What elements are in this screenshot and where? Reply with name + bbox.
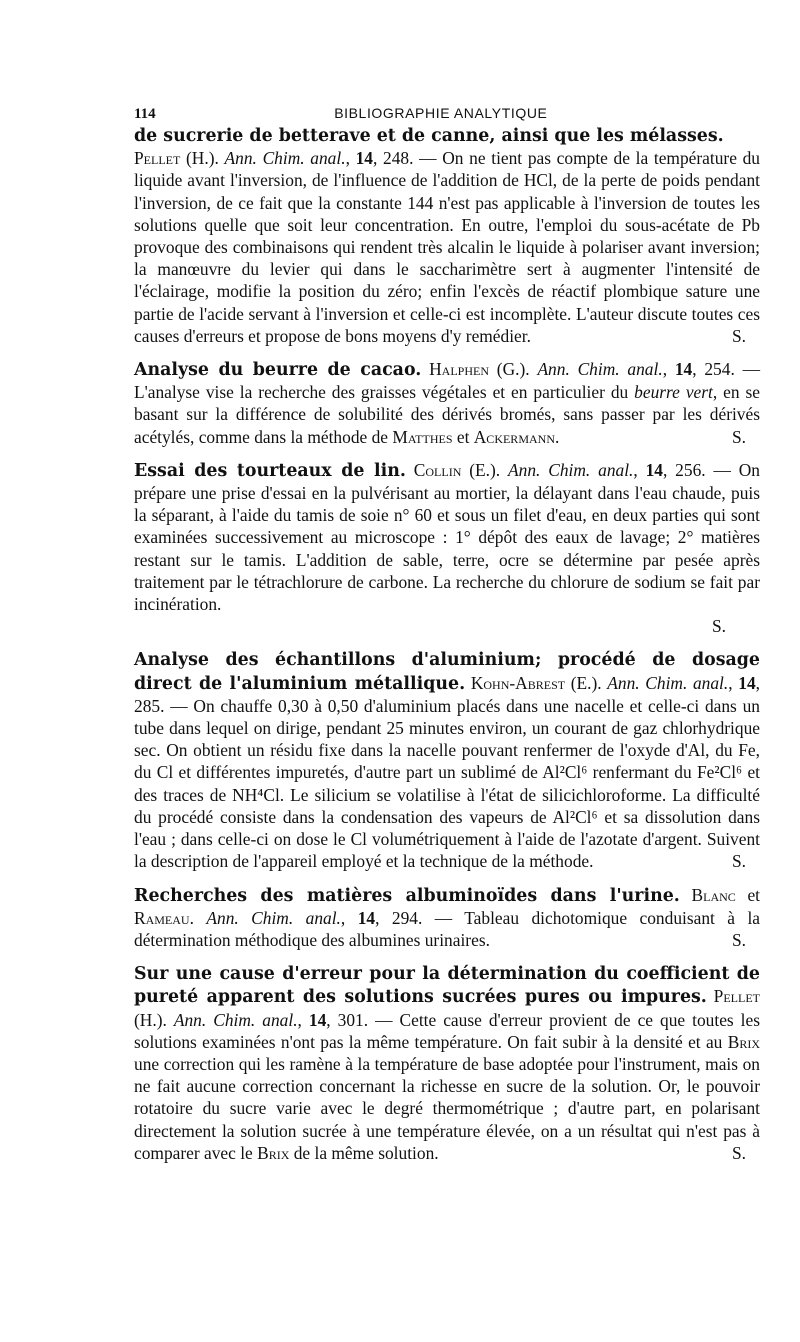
journal-volume: 14 [308,1009,327,1030]
entry-body: — On chauffe 0,30 à 0,50 d'aluminium placés dans une nacelle et celle-ci dans un tube dans lequel on dirige, pendant 25 minutes environ, un courant de gaz chlorhydrique sec. On obtient un résidu fixe dans la nacelle pouvant renfermer de l'oxyde d'Al, du Fe, du Cl et différentes impuretés, d'autre part un sublimé de Al²Cl⁶ renfermant du Fe²Cl⁶ et des traces de NH⁴Cl. Le silicium se volatilise à l'état de silicichloroforme. La difficulté du procédé consiste dans la condensation des vapeurs de Al²Cl⁶ et sa dissolution dans l'eau ; dans celle-ci on dose le Cl volumétriquement à l'aide de l'azotate d'argent. Suivent la description de l'appareil employé et la technique de la méthode. [134,695,760,872]
abstract-entry: Analyse du beurre de cacao. Halphen (G.). Ann. Chim. anal., 14, 254. — L'analyse vise la recherche des graisses végétales et en particulier du beurre vert, en se basant sur la différence de solubilité des dérivés bromés, sans passer par les dérivés acétylés, comme dans la méthode de Matthes et Ackermann. S. [134,359,760,447]
journal-name: Ann. Chim. anal. [537,359,663,380]
abstract-entry: de sucrerie de betterave et de canne, ainsi que les mélasses. Pellet (H.). Ann. Chim. anal., 14, 248. — On ne tient pas compte de la température du liquide avant l'inversion, de l'influence de l'addition de HCl, de la perte de poids pendant l'inversion, de ce fait que la constante 144 n'est pas applicable à l'inversion de toutes les solutions quelle que soit leur concentration. En outre, l'emploi du sous-acétate de Pb provoque des combinaisons qui rendent très alcalin le liquide à polariser avant inversion; la manœuvre du levier qui dans le saccharimètre sert à augmenter l'intensité de l'éclairage, modifie la position du zéro; enfin l'excès de réactif plombique sature une partie de l'acide servant à l'inversion et celle-ci est incomplète. L'auteur discute toutes ces causes d'erreurs et propose de bons moyens d'y remédier. S. [134,126,760,346]
cited-author: Matthes [392,426,453,447]
entry-body: — On prépare une prise d'essai en la pulvérisant au mortier, la délayant dans l'eau chaude, puis la séparant, à l'aide du tamis de soie n° 60 et sous un filet d'eau, en deux parties qui sont examinées successivement au microscope : 1° dépôt des eaux de lavage; 2° matières restant sur le tamis. L'addition de sable, terre, ocre se détermine par pesée après traitement par le tétrachlorure de carbone. La recherche du chlorure de sodium se fait par incinération. [134,459,760,615]
abstract-entry: Essai des tourteaux de lin. Collin (E.). Ann. Chim. anal., 14, 256. — On prépare une prise d'essai en la pulvérisant au mortier, la délayant dans l'eau chaude, puis la séparant, à l'aide du tamis de soie n° 60 et sous un filet d'eau, en deux parties qui sont examinées successivement au microscope : 1° dépôt des eaux de lavage; 2° matières restant sur le tamis. L'addition de sable, terre, ocre se détermine par pesée après traitement par le tétrachlorure de carbone. La recherche du chlorure de sodium se fait par incinération. S. [134,459,760,637]
entry-title: Sur une cause d'erreur pour la détermination du coefficient de pureté apparent des solutions sucrées pures ou impures. [134,964,760,1008]
entry-author: Collin [413,459,462,480]
signature: S. [731,851,746,872]
entry-author: Rameau [134,907,190,928]
entry-body: — Cette cause d'erreur provient de ce que toutes les solutions examinées n'ont pas la même température. On fait subir à la densité et au [134,1009,761,1052]
entry-body: — L'analyse vise la recherche des graisses végétales et en particulier du [134,359,760,403]
entry-author: Halphen [429,359,490,380]
journal-name: Ann. Chim. anal. [206,907,341,928]
entry-body: — Tableau dichotomique conduisant à la détermination méthodique des albumines urinaires. [134,907,760,950]
signature: S. [731,325,746,346]
page [134,102,760,1175]
entry-title: Analyse des échantillons d'aluminium; procédé de dosage direct de l'aluminium métallique. [134,650,760,694]
signature: S. [711,616,726,637]
entry-author: Kohn-Abrest [470,672,566,693]
cited-author: Ackermann [473,426,555,447]
entry-title: Essai des tourteaux de lin. [134,460,406,481]
journal-name: Ann. Chim. anal. [508,459,634,480]
abstract-entry: Analyse des échantillons d'aluminium; procédé de dosage direct de l'aluminium métallique. Kohn-Abrest (E.). Ann. Chim. anal., 14, 285. — On chauffe 0,30 à 0,50 d'aluminium placés dans une nacelle et celle-ci dans un tube dans lequel on dirige, pendant 25 minutes environ, un courant de gaz chlorhydrique sec. On obtient un résidu fixe dans la nacelle pouvant renfermer de l'oxyde d'Al, du Fe, du Cl et différentes impuretés, d'autre part un sublimé de Al²Cl⁶ renfermant du Fe²Cl⁶ et des traces de NH⁴Cl. Le silicium se volatilise à l'état de silicichloroforme. La difficulté du procédé consiste dans la condensation des vapeurs de Al²Cl⁶ et sa dissolution dans l'eau ; dans celle-ci on dose le Cl volumétriquement à l'aide de l'azotate d'argent. Suivent la description de l'appareil employé et la technique de la méthode. S. [134,650,760,872]
signature: S. [731,1142,746,1163]
entry-author: Pellet [713,986,760,1007]
journal-name: Ann. Chim. anal. [224,148,346,169]
journal-volume: 14 [738,672,756,693]
signature: S. [731,929,746,950]
journal-volume: 14 [357,907,376,928]
entry-author: Pellet [134,148,181,169]
entry-body: — On ne tient pas compte de la température du liquide avant l'inversion, de l'influence de l'addition de HCl, de la perte de poids pendant l'inversion, de ce fait que la constante 144 n'est pas applicable à l'inversion de toutes les solutions quelle que soit leur concentration. En outre, l'emploi du sous-acétate de Pb provoque des combinaisons qui rendent très alcalin le liquide à polariser avant inversion; la manœuvre du levier qui dans le saccharimètre sert à augmenter l'intensité de l'éclairage, modifie la position du zéro; enfin l'excès de réactif plombique sature une partie de l'acide servant à l'inversion et celle-ci est incomplète. L'auteur discute toutes ces causes d'erreurs et propose de bons moyens d'y remédier. [134,148,760,346]
page-header [134,102,760,124]
journal-volume: 14 [674,359,693,380]
entry-title: Recherches des matières albuminoïdes dans l'urine. [134,885,680,906]
journal-volume: 14 [355,148,373,169]
entry-title: de sucrerie de betterave et de canne, ainsi que les mélasses. [134,126,724,146]
journal-name: Ann. Chim. anal. [173,1009,298,1030]
entry-title: Analyse du beurre de cacao. [134,360,422,381]
abstract-entry: Sur une cause d'erreur pour la détermination du coefficient de pureté apparent des solutions sucrées pures ou impures. Pellet (H.). Ann. Chim. anal., 14, 301. — Cette cause d'erreur provient de ce que toutes les solutions examinées n'ont pas la même température. On fait subir à la densité et au Brix une correction qui les ramène à la température de base adoptée pour l'instrument, mais on ne fait aucune correction concernant la richesse en sucre de la solution. Or, le pouvoir rotatoire du sucre varie avec le degré thermométrique ; d'autre part, en polarisant directement la solution sucrée à une température élevée, on a un résultat qui n'est pas à comparer avec le Brix de la même solution. S. [134,964,761,1163]
signature: S. [731,426,746,447]
journal-volume: 14 [645,459,663,480]
page-number: 114 [134,106,156,122]
abstract-entry: Recherches des matières albuminoïdes dans l'urine. Blanc et Rameau. Ann. Chim. anal., 14, 294. — Tableau dichotomique conduisant à la détermination méthodique des albumines urinaires. S. [134,884,760,950]
cited-author: Brix [727,1031,760,1052]
journal-name: Ann. Chim. anal. [607,672,729,693]
running-head: BIBLIOGRAPHIE ANALYTIQUE [334,105,548,121]
cited-author: Brix [257,1142,290,1163]
entry-author: Blanc [691,884,736,905]
